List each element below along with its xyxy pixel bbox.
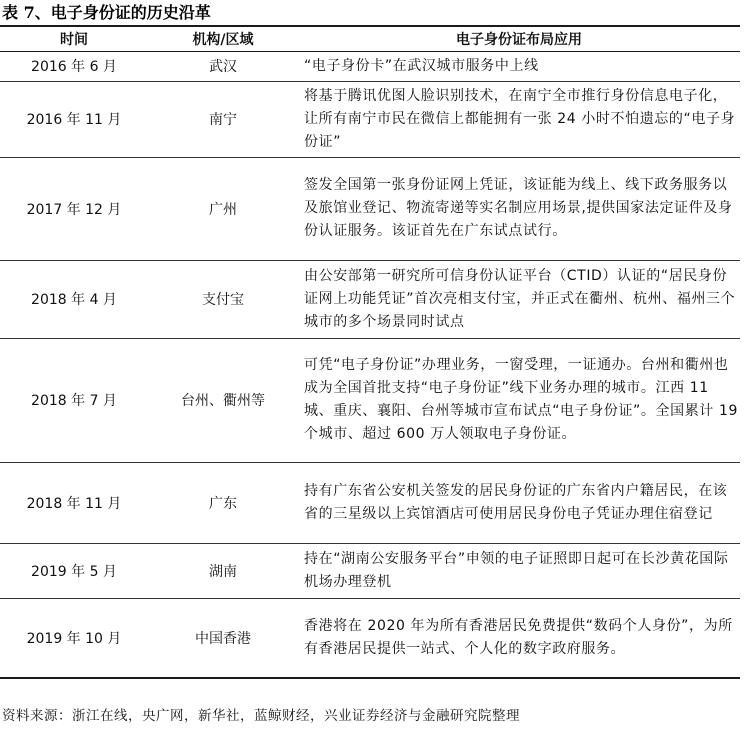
row-region: 广东	[148, 462, 298, 543]
row-application: 签发全国第一张身份证网上凭证，该证能为线上、线下政务服务以及旅馆业登记、物流寄递等实名制应用场景,提供国家法定证件及身份认证服务。该证首先在广东试点试行。	[298, 157, 740, 260]
history-table	[0, 25, 740, 679]
row-region: 广州	[148, 157, 298, 260]
table-row	[0, 598, 740, 678]
row-region: 湖南	[148, 543, 298, 598]
row-application: 持有广东省公安机关签发的居民身份证的广东省内户籍居民，在该省的三星级以上宾馆酒店可使用居民身份电子凭证办理住宿登记	[298, 462, 740, 543]
column-header-time: 时间	[0, 26, 148, 51]
row-time: 2019 年 5 月	[0, 543, 148, 598]
row-region: 南宁	[148, 81, 298, 157]
table-header-row	[0, 26, 740, 51]
table-row	[0, 51, 740, 81]
table-row	[0, 338, 740, 462]
row-region: 中国香港	[148, 598, 298, 678]
row-region: 台州、衢州等	[148, 338, 298, 462]
row-time: 2018 年 11 月	[0, 462, 148, 543]
table-row	[0, 157, 740, 260]
row-application: 将基于腾讯优图人脸识别技术，在南宁全市推行身份信息电子化，让所有南宁市民在微信上都能拥有一张 24 小时不怕遗忘的“电子身份证”	[298, 81, 740, 157]
table-row	[0, 543, 740, 598]
row-time: 2018 年 4 月	[0, 260, 148, 338]
table-row	[0, 462, 740, 543]
table-row	[0, 81, 740, 157]
row-region: 武汉	[148, 51, 298, 81]
row-time: 2016 年 6 月	[0, 51, 148, 81]
column-header-region: 机构/区域	[148, 26, 298, 51]
row-region: 支付宝	[148, 260, 298, 338]
row-time: 2016 年 11 月	[0, 81, 148, 157]
row-time: 2018 年 7 月	[0, 338, 148, 462]
row-time: 2017 年 12 月	[0, 157, 148, 260]
table-title: 表 7、电子身份证的历史沿革	[2, 3, 211, 22]
column-header-application: 电子身份证布局应用	[298, 26, 740, 51]
row-application: “电子身份卡”在武汉城市服务中上线	[298, 51, 740, 81]
row-application: 香港将在 2020 年为所有香港居民免费提供“数码个人身份”，为所有香港居民提供一站式、个人化的数字政府服务。	[298, 598, 740, 678]
row-application: 持在“湖南公安服务平台”申领的电子证照即日起可在长沙黄花国际机场办理登机	[298, 543, 740, 598]
row-time: 2019 年 10 月	[0, 598, 148, 678]
row-application: 可凭“电子身份证”办理业务，一窗受理，一证通办。台州和衢州也成为全国首批支持“电子身份证”线下业务办理的城市。江西 11 城、重庆、襄阳、台州等城市宣布试点“电子身份证”。全国累计 19 个城市、超过 600 万人领取电子身份证。	[298, 338, 740, 462]
source-note: 资料来源：浙江在线，央广网，新华社，蓝鲸财经，兴业证券经济与金融研究院整理	[2, 708, 520, 724]
row-application: 由公安部第一研究所可信身份认证平台（CTID）认证的“居民身份证网上功能凭证”首次亮相支付宝，并正式在衢州、杭州、福州三个城市的多个场景同时试点	[298, 260, 740, 338]
table-row	[0, 260, 740, 338]
